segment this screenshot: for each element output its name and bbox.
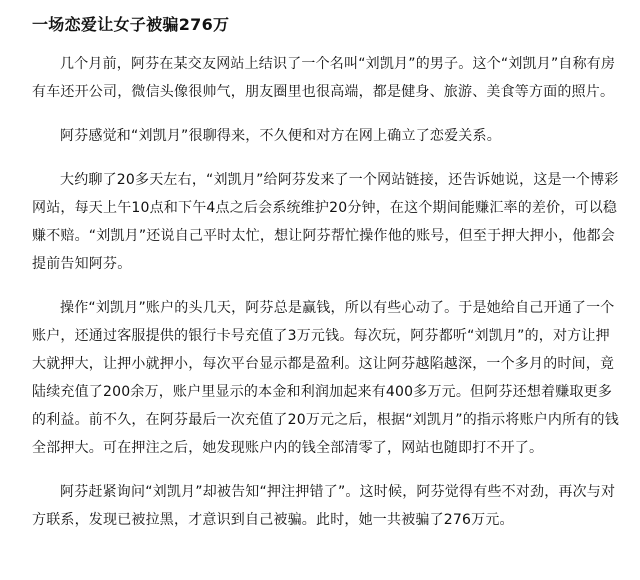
article-title: 一场恋爱让女子被骗276万	[32, 15, 230, 34]
article-paragraph-1: 几个月前，阿芬在某交友网站上结识了一个名叫“刘凯月”的男子。这个“刘凯月”自称有房有车还开公司，微信头像很帅气，朋友圈里也很高端，都是健身、旅游、美食等方面的照片。	[32, 56, 616, 100]
article-paragraph-4: 操作“刘凯月”账户的头几天，阿芬总是赢钱，所以有些心动了。于是她给自己开通了一个账户，还通过客服提供的银行卡号充值了3万元钱。每次玩，阿芬都听“刘凯月”的，对方让押大就押大，让押小就押小，每次平台显示都是盈利。这让阿芬越陷越深，一个多月的时间，竟陆续充值了200余万，账户里显示的本金和利润加起来有400多万元。但阿芬还想着赚取更多的利益。前不久，在阿芬最后一次充值了20万元之后，根据“刘凯月”的指示将账户内所有的钱全部押大。可在押注之后，她发现账户内的钱全部清零了，网站也随即打不开了。	[32, 300, 619, 456]
article-paragraph-3: 大约聊了20多天左右，“刘凯月”给阿芬发来了一个网站链接，还告诉她说，这是一个博彩网站，每天上午10点和下午4点之后会系统维护20分钟，在这个期间能赚汇率的差价，可以稳赚不赔。“刘凯月”还说自己平时太忙，想让阿芬帮忙操作他的账号，但至于押大押小，他都会提前告知阿芬。	[32, 172, 619, 272]
article-paragraph-5: 阿芬赶紧询问“刘凯月”却被告知“押注押错了”。这时候，阿芬觉得有些不对劲，再次与对方联系，发现已被拉黑，才意识到自己被骗。此时，她一共被骗了276万元。	[32, 484, 616, 528]
article-paragraph-2: 阿芬感觉和“刘凯月”很聊得来，不久便和对方在网上确立了恋爱关系。	[60, 128, 501, 144]
